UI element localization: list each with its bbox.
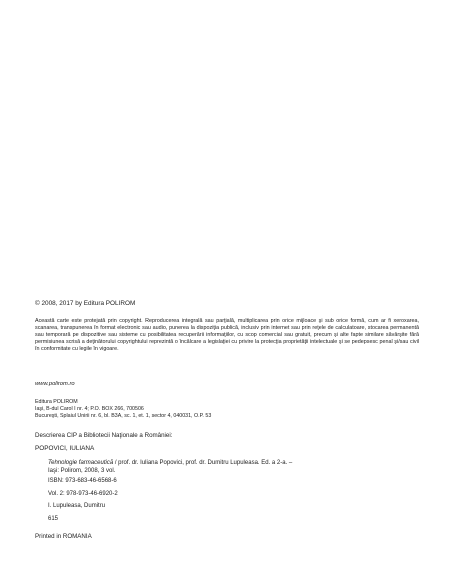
publisher-name: Editura POLIROM (35, 399, 78, 405)
cip-title-rest: / prof. dr. Iuliana Popovici, prof. dr. Dumitru Lupuleasa. Ed. a 2-a. – (113, 460, 293, 466)
cip-imprint: Iaşi: Polirom, 2008, 3 vol. (48, 467, 116, 474)
printed-in: Printed in ROMANIA (35, 533, 92, 540)
cip-coauthor: I. Lupuleasa, Dumitru (48, 503, 106, 509)
cip-heading: Descrierea CIP a Bibliotecii Naţionale a României: (35, 432, 173, 439)
website: www.polirom.ro (35, 381, 75, 387)
cip-author: POPOVICI, IULIANA (35, 445, 95, 452)
cip-classification: 615 (48, 516, 59, 522)
publisher-info (35, 399, 419, 421)
publisher-address-bucuresti: Bucureşti, Splaiul Unirii nr. 6, bl. B3A, sc. 1, et. 1, sector 4, 040031, O.P. 53 (35, 413, 212, 420)
cip-title: Tehnologie farmaceutică (48, 460, 114, 466)
cip-vol2: Vol. 2: 978-973-46-6920-2 (48, 491, 118, 497)
publisher-address-iasi: Iaşi, B-dul Carol I nr. 4; P.O. BOX 266, 700506 (35, 406, 144, 413)
cip-isbn: ISBN: 973-683-46-6568-6 (48, 478, 117, 484)
cip-title-entry (48, 460, 418, 476)
copyright-line: © 2008, 2017 by Editura POLIROM (35, 300, 136, 307)
legal-notice: Această carte este protejată prin copyright. Reproducerea integrală sau parţială, multiplicarea prin orice mijloace şi sub orice formă, cum ar fi xeroxarea, scanarea, transpunerea în format electronic sau audio, punerea la dispoziţia publică, inclusiv prin internet sau prin reţele de calculatoare, stocarea permanentă sau temporară pe dispozitive sau sisteme cu posibilitatea recuperării informaţiilor, cu scop comercial sau gratuit, precum şi alte fapte similare săvârşite fără permisiunea scrisă a deţinătorului copyrightului reprezintă o încălcare a legislaţiei cu privire la protecţia proprietăţii intelectuale şi se pedepsesc penal şi/sau civil în conformitate cu legile în vigoare. (35, 318, 419, 353)
